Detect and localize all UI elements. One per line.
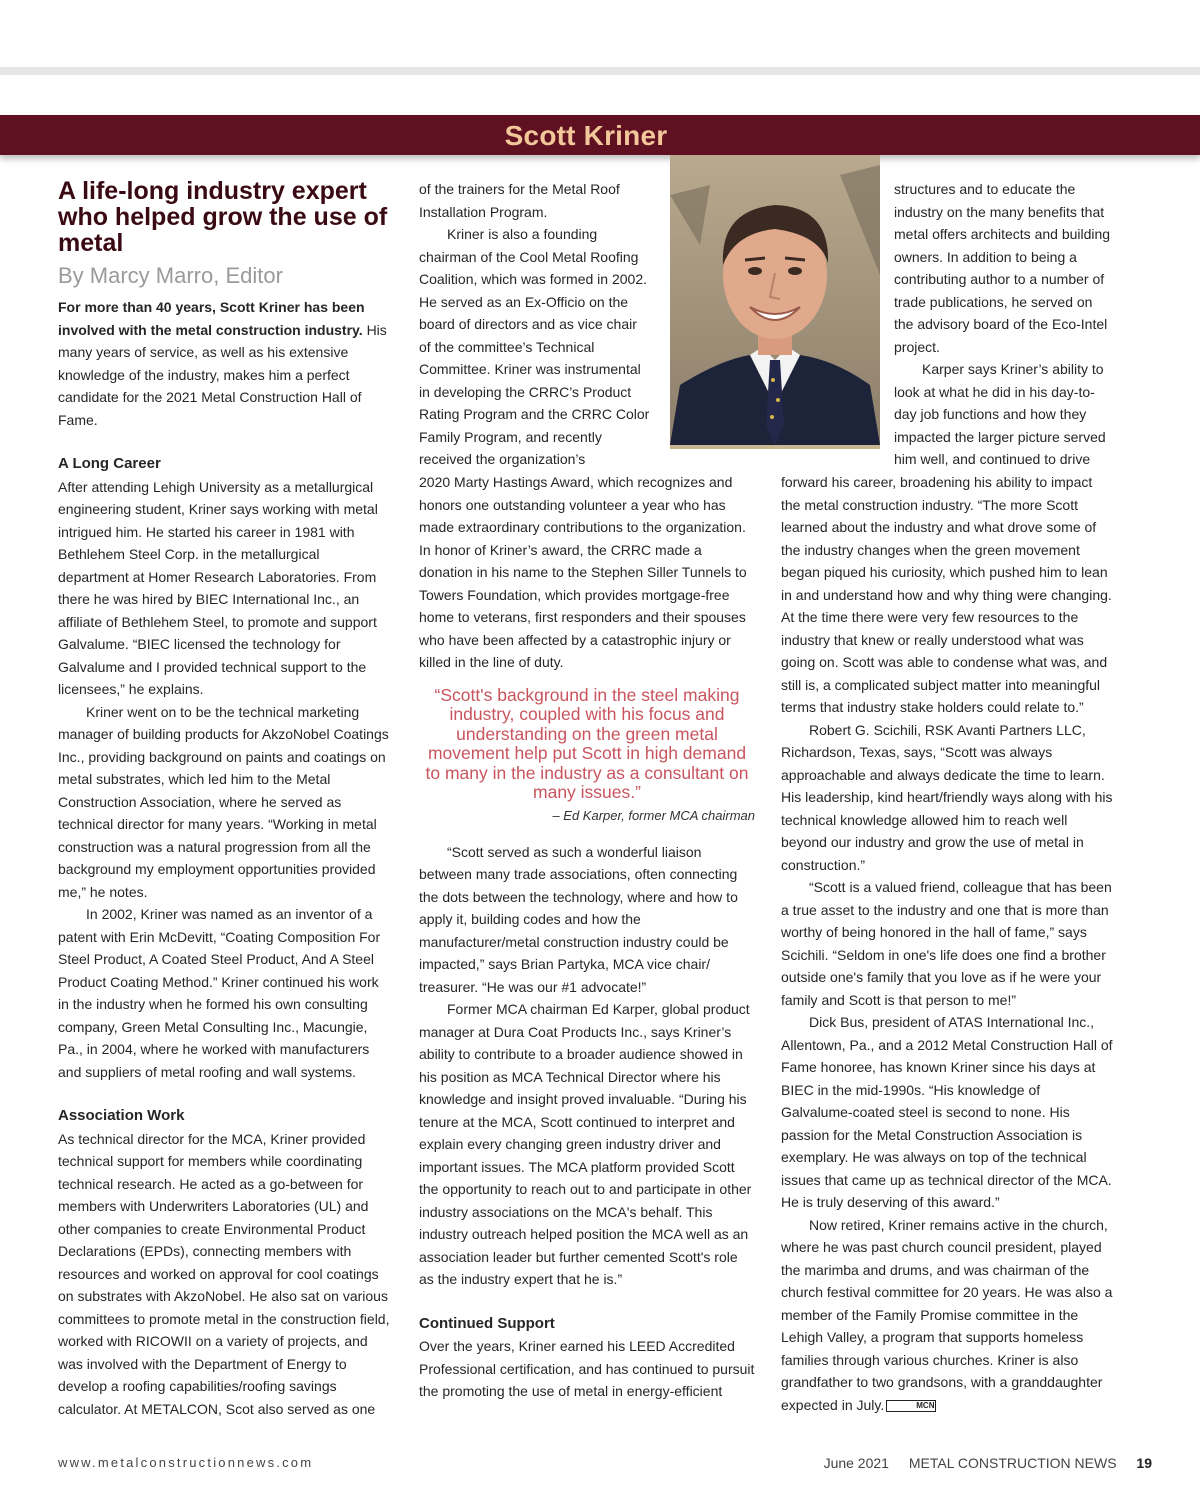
- paragraph: Karper says Kriner’s ability to look at what he did in his day-to-day job functions and how they impacted the larger picture served him well, and continued to drive: [894, 361, 1106, 467]
- article-headline: A life-long industry expert who helped grow the use of metal: [58, 177, 388, 257]
- column-3: [781, 471, 1113, 1416]
- footer-url[interactable]: www.metalconstructionnews.com: [58, 1455, 314, 1470]
- paragraph: Kriner went on to be the technical marketing manager of building products for AkzoNobel Coatings Inc., providing background on paints and coatings on metal substrates, which led him to the Metal Construction Association, where he served as technical director for many years. “Working in metal construction was a natural progression from all the background my employment opportunities provided me,” he notes.: [58, 703, 389, 900]
- footer-publication: METAL CONSTRUCTION NEWS: [908, 1455, 1117, 1471]
- paragraph: forward his career, broadening his ability to impact the metal construction industry. “The more Scott learned about the industry and what drove some of the industry changes when the green movement began piqued his curiosity, which pushed him to lean in and understand how and why thing were changing. At the time there were very few resources to the industry that knew or really understood what was going on. Scott was able to condense what was, and still is, a complicated subject matter into meaningful terms that industry stake holders could relate to.”: [781, 474, 1112, 715]
- paragraph: of the trainers for the Metal Roof Installation Program.: [419, 181, 620, 220]
- footer-right: [808, 1455, 1152, 1471]
- lead-paragraph: [58, 296, 390, 431]
- pull-quote: “Scott's background in the steel making industry, coupled with his focus and understanding on the green metal movement help put Scott in high demand to many in the industry as a consultant on many issues.”: [425, 684, 749, 802]
- column-3-top: [894, 178, 1114, 471]
- paragraph: As technical director for the MCA, Kriner provided technical support for members while coordinating technical research. He acted as a go-between for members with Underwriters Laboratories (UL) and other companies to create Environmental Product Declarations (EPDs), connecting members with resources and worked on approval for cool coatings on substrates with AkzoNobel. He also sat on various committees to promote metal in the construction field, worked with RICOWII on a variety of projects, and was involved with the Department of Energy to develop a roofing capabilities/roofing savings calculator. At METALCON, Scot also served as one: [58, 1130, 390, 1417]
- portrait-photo: [670, 155, 880, 449]
- portrait-illustration: [670, 155, 880, 445]
- paragraph: Over the years, Kriner earned his LEED Accredited Professional certification, and has continued to pursuit the promoting the use of metal in energy-efficient: [419, 1338, 755, 1399]
- lead-bold: For more than 40 years, Scott Kriner has been involved with the metal construction industry.: [58, 299, 365, 338]
- top-strip: [0, 67, 1200, 75]
- final-text: Now retired, Kriner remains active in the church, where he was past church council president, played the marimba and drums, and was chairman of the church festival committee for 20 years. He was also a member of the Family Promise committee in the Lehigh Valley, a program that supports homeless families through various churches. Kriner is also grandfather to two grandsons, with a granddaughter expected in July.: [781, 1216, 1113, 1413]
- footer-date: June 2021: [823, 1455, 889, 1471]
- subhead-association-work: Association Work: [58, 1107, 185, 1124]
- column-2-top: [419, 178, 651, 471]
- column-2: [419, 471, 755, 1403]
- paragraph: Former MCA chairman Ed Karper, global product manager at Dura Coat Products Inc., says Kriner’s ability to contribute to a broader audience showed in his position as MCA Technical Director where his knowledge and insight proved invaluable. “During his tenure at the MCA, Scott continued to interpret and explain every changing green industry driver and important issues. The MCA platform provided Scott the opportunity to reach out to and participate in other industry associations on the MCA's behalf. This industry outreach helped position the MCA well as an association leader but further cemented Scott's role as the industry expert that he is.”: [419, 1001, 752, 1287]
- paragraph: “Scott served as such a wonderful liaison between many trade associations, often connecting the dots between the technology, where and how to apply it, building codes and how the manufacturer/metal construction industry could be impacted,” says Brian Partyka, MCA vice chair/ treasurer. “He was our #1 advocate!”: [419, 843, 738, 995]
- page-number: 19: [1136, 1455, 1152, 1471]
- paragraph: 2020 Marty Hastings Award, which recognizes and honors one outstanding volunteer a year who has made extraordinary contributions to the organization. In honor of Kriner’s award, the CRRC made a donation in his name to the Stephen Siller Tunnels to Towers Foundation, which provides mortgage-free home to veterans, first responders and their spouses who have been affected by a catastrophic injury or killed in the line of duty.: [419, 474, 747, 670]
- column-1: [58, 178, 390, 1420]
- paragraph: structures and to educate the industry on the many benefits that metal offers architects and building owners. In addition to being a contributing author to a number of trade publications, he served on the advisory board of the Eco-Intel project.: [894, 181, 1111, 355]
- paragraph: Robert G. Scichili, RSK Avanti Partners LLC, Richardson, Texas, says, “Scott was always approachable and always dedicate the time to learn. His leadership, kind heart/friendly ways along with his technical knowledge allowed him to reach well beyond our industry and grow the use of metal in construction.”: [781, 721, 1113, 873]
- pull-quote-attribution: – Ed Karper, former MCA chairman: [552, 807, 755, 823]
- section-banner: [0, 115, 1200, 155]
- lead-rest: His many years of service, as well as his extensive knowledge of the industry, makes him a perfect candidate for the 2021 Metal Construction Hall of Fame.: [58, 321, 387, 428]
- paragraph: “Scott is a valued friend, colleague that has been a true asset to the industry and one that is more than worthy of being honored in the hall of fame,” says Scichili. “Seldom in one's life does one find a brother outside one's family that you love as if he were your family and Scott is that person to me!”: [781, 879, 1112, 1008]
- byline: By Marcy Marro, Editor: [58, 263, 283, 288]
- end-mark-icon: MCN: [886, 1400, 936, 1412]
- subhead-continued-support: Continued Support: [419, 1314, 555, 1332]
- paragraph-final: [781, 1214, 1113, 1417]
- subhead-long-career: A Long Career: [58, 455, 161, 472]
- banner-title: Scott Kriner: [504, 120, 668, 151]
- paragraph: After attending Lehigh University as a metallurgical engineering student, Kriner says working with metal intrigued him. He started his career in 1981 with Bethlehem Steel Corp. in the metallurgical department at Homer Research Laboratories. From there he was hired by BIEC International Inc., an affiliate of Bethlehem Steel, to promote and support Galvalume. “BIEC licensed the technology for Galvalume and I provided technical support to the licensees,” he explains.: [58, 478, 378, 697]
- paragraph: In 2002, Kriner was named as an inventor of a patent with Erin McDevitt, “Coating Composition For Steel Product, A Coated Steel Product, And A Steel Product Coating Method.” Kriner continued his work in the industry when he formed his own consulting company, Green Metal Consulting Inc., Macungie, Pa., in 2004, where he worked with manufacturers and suppliers of metal roofing and wall systems.: [58, 906, 381, 1080]
- paragraph: Dick Bus, president of ATAS International Inc., Allentown, Pa., and a 2012 Metal Construction Hall of Fame honoree, has known Kriner since his days at BIEC in the mid-1990s. “His knowledge of Galvalume-coated steel is second to none. His passion for the Metal Construction Association is exemplary. He was always on top of the technical issues that came up as technical director of the MCA. He is truly deserving of this award.”: [781, 1014, 1113, 1210]
- paragraph: Kriner is also a founding chairman of the Cool Metal Roofing Coalition, which was formed in 2002. He served as an Ex-Officio on the board of directors and as vice chair of the committee’s Technical Committee. Kriner was instrumental in developing the CRRC’s Product Rating Program and the CRRC Color Family Program, and recently received the organization’s: [419, 226, 650, 467]
